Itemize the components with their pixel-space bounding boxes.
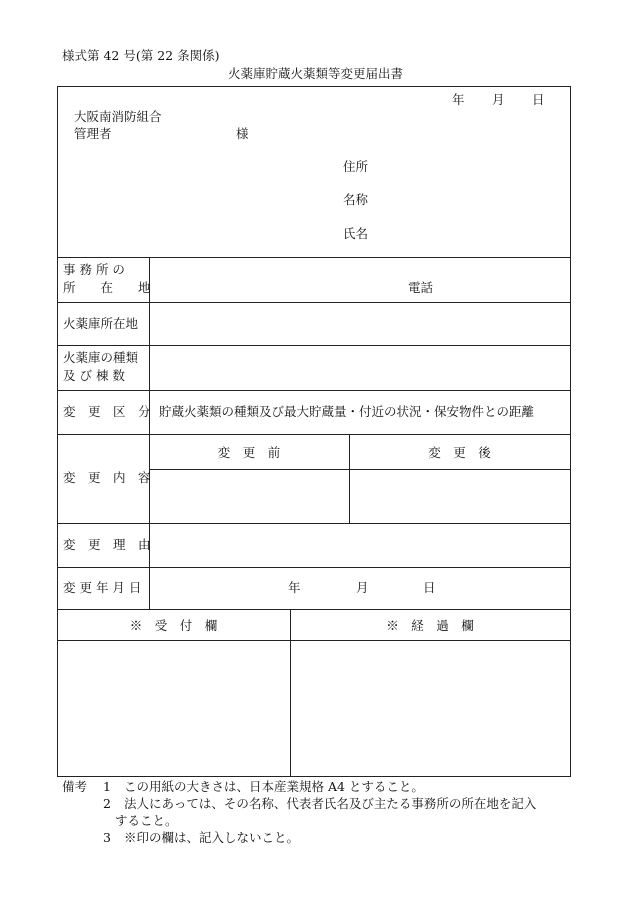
note-3-number: 3 [103, 830, 111, 845]
change-category-label: 変 更 区 分 [63, 404, 151, 419]
office-location-label-line1: 事 務 所 の [63, 262, 125, 277]
row-divider [57, 86, 571, 87]
table-right-border [570, 86, 571, 777]
note-1-text: この用紙の大きさは、日本産業規格 A4 とすること。 [124, 779, 424, 794]
row-divider [57, 302, 571, 303]
magazine-type-label-line1: 火薬庫の種類 [63, 350, 139, 365]
row-divider [57, 567, 571, 568]
change-content-label: 変 更 内 容 [63, 470, 151, 485]
label-column-divider [149, 257, 150, 609]
notes-heading: 備考 [62, 779, 88, 794]
honorific: 様 [236, 126, 249, 141]
change-date-label: 変 更 年 月 日 [63, 580, 142, 595]
applicant-name-label: 名称 [343, 192, 369, 207]
row-divider [57, 345, 571, 346]
date-month-label: 月 [492, 92, 505, 107]
addressee-org: 大阪南消防組合 [74, 109, 162, 124]
note-2-number: 2 [103, 796, 111, 811]
change-date-year: 年 [288, 580, 301, 595]
office-location-label-line2: 所 在 地 [63, 280, 151, 295]
row-divider [57, 640, 571, 641]
reception-column-header: ※ 受 付 欄 [129, 617, 218, 633]
note-3-text: ※印の欄は、記入しないこと。 [124, 830, 300, 845]
row-divider [57, 390, 571, 391]
note-2-text-line1: 法人にあっては、その名称、代表者氏名及び主たる事務所の所在地を記入 [124, 796, 537, 811]
row-divider [57, 257, 571, 258]
date-day-label: 日 [532, 92, 545, 107]
after-header: 変 更 後 [428, 444, 491, 460]
progress-column-header: ※ 経 過 欄 [386, 617, 474, 633]
table-left-border [57, 86, 58, 777]
change-date-day: 日 [423, 580, 436, 595]
phone-label: 電話 [408, 280, 434, 295]
change-reason-label: 変 更 理 由 [63, 537, 151, 552]
applicant-person-label: 氏名 [343, 226, 369, 241]
date-year-label: 年 [452, 92, 465, 107]
note-1-number: 1 [103, 779, 111, 794]
magazine-location-label: 火薬庫所在地 [63, 316, 139, 331]
change-category-value: 貯蔵火薬類の種類及び最大貯蔵量・付近の状況・保安物件との距離 [159, 404, 535, 419]
note-2-text-line2: すること。 [115, 813, 178, 828]
form-title: 火薬庫貯蔵火薬類等変更届出書 [228, 66, 404, 81]
change-date-month: 月 [356, 580, 369, 595]
applicant-address-label: 住所 [343, 159, 369, 174]
row-divider [149, 469, 571, 470]
row-divider [57, 523, 571, 524]
row-divider [57, 776, 571, 777]
addressee-title: 管理者 [74, 126, 112, 141]
magazine-type-label-line2: 及 び 棟 数 [63, 368, 125, 383]
form-number: 様式第 42 号(第 22 条関係) [62, 48, 220, 63]
before-header: 変 更 前 [217, 444, 281, 460]
